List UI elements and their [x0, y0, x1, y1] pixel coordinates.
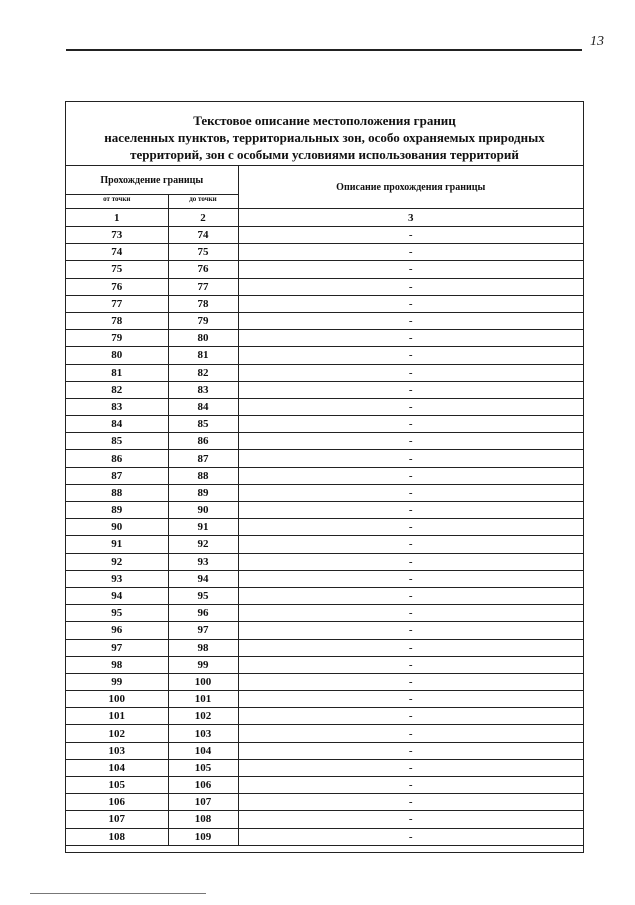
table-bottom-border [66, 845, 583, 852]
cell-to-point: 92 [168, 536, 238, 553]
table-row [66, 794, 583, 811]
cell-from-point: 75 [66, 261, 168, 278]
cell-to-point: 106 [168, 777, 238, 794]
cell-to-point: 79 [168, 312, 238, 329]
cell-to-point: 83 [168, 381, 238, 398]
cell-to-point: 108 [168, 811, 238, 828]
title-line-2: населенных пунктов, территориальных зон, особо охраняемых природных [104, 130, 545, 145]
cell-to-point: 109 [168, 828, 238, 845]
cell-to-point: 89 [168, 484, 238, 501]
cell-from-point: 96 [66, 622, 168, 639]
table-row [66, 673, 583, 690]
cell-description: - [238, 777, 583, 794]
cell-from-point: 98 [66, 656, 168, 673]
cell-to-point: 78 [168, 295, 238, 312]
table-row [66, 467, 583, 484]
cell-to-point: 76 [168, 261, 238, 278]
cell-description: - [238, 656, 583, 673]
table-row [66, 381, 583, 398]
cell-from-point: 76 [66, 278, 168, 295]
cell-from-point: 100 [66, 691, 168, 708]
cell-to-point: 87 [168, 450, 238, 467]
cell-to-point: 93 [168, 553, 238, 570]
header-rule [66, 49, 582, 51]
cell-from-point: 103 [66, 742, 168, 759]
boundary-table-frame [65, 101, 584, 853]
table-row [66, 639, 583, 656]
table-row [66, 742, 583, 759]
title-line-1: Текстовое описание местоположения границ [193, 113, 456, 128]
table-row [66, 227, 583, 244]
cell-description: - [238, 794, 583, 811]
table-row [66, 347, 583, 364]
cell-to-point: 84 [168, 398, 238, 415]
cell-from-point: 107 [66, 811, 168, 828]
cell-from-point: 95 [66, 605, 168, 622]
cell-from-point: 78 [66, 312, 168, 329]
cell-to-point: 80 [168, 330, 238, 347]
cell-from-point: 99 [66, 673, 168, 690]
cell-description: - [238, 622, 583, 639]
table-body [66, 227, 583, 845]
cell-description: - [238, 433, 583, 450]
cell-to-point: 91 [168, 519, 238, 536]
table-title [66, 102, 583, 166]
table-row [66, 519, 583, 536]
cell-description: - [238, 312, 583, 329]
cell-description: - [238, 587, 583, 604]
cell-from-point: 79 [66, 330, 168, 347]
table-row [66, 244, 583, 261]
footnote-rule [30, 893, 206, 894]
cell-description: - [238, 725, 583, 742]
table-row [66, 656, 583, 673]
cell-description: - [238, 295, 583, 312]
cell-description: - [238, 227, 583, 244]
table-row [66, 502, 583, 519]
cell-from-point: 88 [66, 484, 168, 501]
cell-from-point: 80 [66, 347, 168, 364]
table-row [66, 330, 583, 347]
cell-from-point: 74 [66, 244, 168, 261]
cell-to-point: 90 [168, 502, 238, 519]
cell-to-point: 77 [168, 278, 238, 295]
table-row [66, 828, 583, 845]
page-number: 13 [590, 34, 604, 49]
cell-to-point: 94 [168, 570, 238, 587]
cell-description: - [238, 605, 583, 622]
cell-from-point: 93 [66, 570, 168, 587]
cell-to-point: 105 [168, 759, 238, 776]
cell-from-point: 87 [66, 467, 168, 484]
header-boundary-passage: Прохождение границы [66, 166, 238, 195]
cell-description: - [238, 673, 583, 690]
table-row [66, 398, 583, 415]
table-row [66, 691, 583, 708]
table-row [66, 587, 583, 604]
cell-to-point: 101 [168, 691, 238, 708]
column-number-1: 1 [66, 209, 168, 227]
cell-description: - [238, 536, 583, 553]
cell-to-point: 100 [168, 673, 238, 690]
cell-description: - [238, 244, 583, 261]
cell-from-point: 101 [66, 708, 168, 725]
table-row [66, 570, 583, 587]
table-row [66, 725, 583, 742]
cell-from-point: 92 [66, 553, 168, 570]
cell-from-point: 89 [66, 502, 168, 519]
cell-from-point: 85 [66, 433, 168, 450]
cell-from-point: 86 [66, 450, 168, 467]
cell-to-point: 103 [168, 725, 238, 742]
cell-description: - [238, 398, 583, 415]
cell-to-point: 98 [168, 639, 238, 656]
cell-description: - [238, 484, 583, 501]
cell-from-point: 90 [66, 519, 168, 536]
cell-description: - [238, 278, 583, 295]
table-row [66, 278, 583, 295]
cell-to-point: 81 [168, 347, 238, 364]
cell-description: - [238, 364, 583, 381]
table-row [66, 811, 583, 828]
table-row [66, 622, 583, 639]
cell-description: - [238, 330, 583, 347]
column-number-2: 2 [168, 209, 238, 227]
table-row [66, 605, 583, 622]
cell-description: - [238, 347, 583, 364]
table-row [66, 450, 583, 467]
header-to-point: до точки [168, 195, 238, 209]
cell-description: - [238, 742, 583, 759]
cell-from-point: 97 [66, 639, 168, 656]
cell-to-point: 75 [168, 244, 238, 261]
table-row [66, 536, 583, 553]
cell-from-point: 102 [66, 725, 168, 742]
cell-from-point: 81 [66, 364, 168, 381]
cell-to-point: 97 [168, 622, 238, 639]
cell-description: - [238, 708, 583, 725]
table-row [66, 484, 583, 501]
cell-from-point: 82 [66, 381, 168, 398]
header-description: Описание прохождения границы [238, 166, 583, 209]
table-row [66, 416, 583, 433]
cell-from-point: 83 [66, 398, 168, 415]
column-number-3: 3 [238, 209, 583, 227]
cell-description: - [238, 828, 583, 845]
cell-description: - [238, 467, 583, 484]
cell-to-point: 104 [168, 742, 238, 759]
cell-from-point: 91 [66, 536, 168, 553]
cell-description: - [238, 519, 583, 536]
table-row [66, 261, 583, 278]
cell-description: - [238, 570, 583, 587]
cell-to-point: 74 [168, 227, 238, 244]
cell-description: - [238, 811, 583, 828]
cell-description: - [238, 261, 583, 278]
cell-description: - [238, 450, 583, 467]
cell-from-point: 105 [66, 777, 168, 794]
cell-from-point: 106 [66, 794, 168, 811]
table-row [66, 433, 583, 450]
cell-to-point: 95 [168, 587, 238, 604]
cell-from-point: 73 [66, 227, 168, 244]
cell-description: - [238, 502, 583, 519]
cell-to-point: 88 [168, 467, 238, 484]
cell-description: - [238, 639, 583, 656]
cell-description: - [238, 759, 583, 776]
cell-description: - [238, 691, 583, 708]
header-from-point: от точки [66, 195, 168, 209]
cell-to-point: 96 [168, 605, 238, 622]
cell-from-point: 104 [66, 759, 168, 776]
cell-description: - [238, 553, 583, 570]
cell-description: - [238, 381, 583, 398]
table-row [66, 759, 583, 776]
cell-to-point: 86 [168, 433, 238, 450]
table-row [66, 312, 583, 329]
cell-to-point: 99 [168, 656, 238, 673]
table-row [66, 708, 583, 725]
cell-to-point: 102 [168, 708, 238, 725]
cell-description: - [238, 416, 583, 433]
table-row [66, 553, 583, 570]
cell-to-point: 82 [168, 364, 238, 381]
cell-from-point: 108 [66, 828, 168, 845]
table-row [66, 364, 583, 381]
cell-to-point: 107 [168, 794, 238, 811]
cell-from-point: 84 [66, 416, 168, 433]
cell-from-point: 77 [66, 295, 168, 312]
table-row [66, 777, 583, 794]
title-line-3: территорий, зон с особыми условиями использования территорий [130, 147, 519, 162]
boundary-table [66, 166, 583, 845]
cell-from-point: 94 [66, 587, 168, 604]
cell-to-point: 85 [168, 416, 238, 433]
table-row [66, 295, 583, 312]
